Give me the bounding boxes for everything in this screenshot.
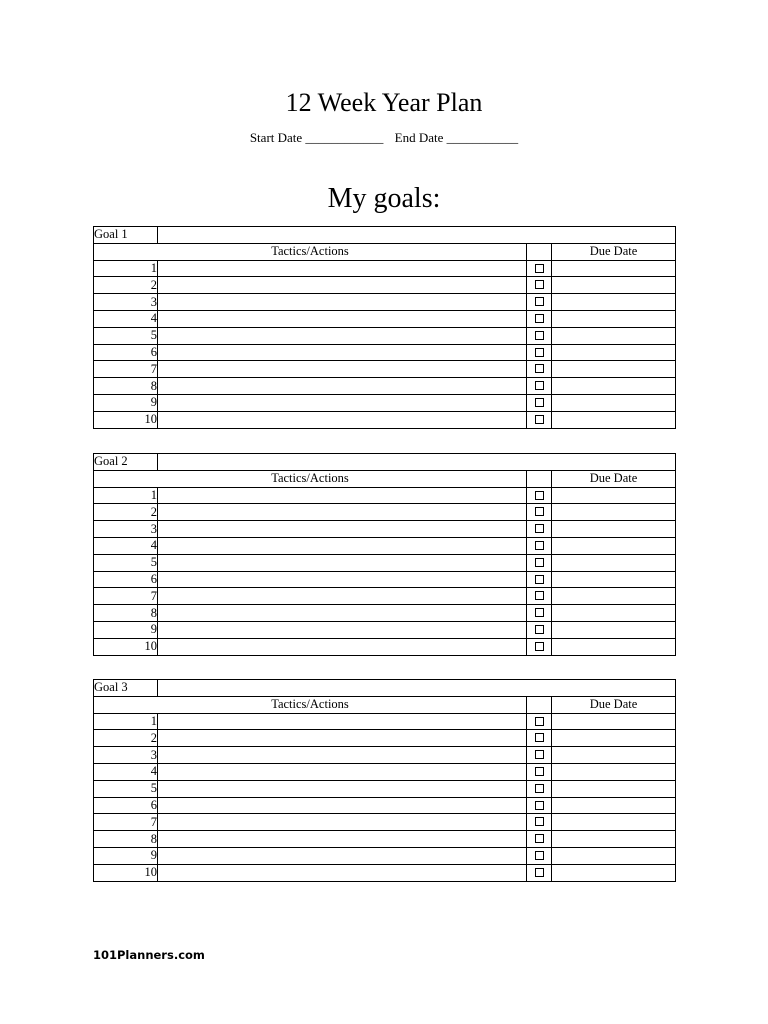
empty-checkbox-icon[interactable] xyxy=(535,625,544,634)
tactic-field[interactable] xyxy=(158,831,527,848)
column-header-row xyxy=(94,470,676,487)
empty-checkbox-icon[interactable] xyxy=(535,608,544,617)
goal-header-row xyxy=(94,454,676,471)
row-number: 5 xyxy=(94,327,158,344)
due-date-field[interactable] xyxy=(552,814,676,831)
due-date-field[interactable] xyxy=(552,638,676,655)
due-date-field[interactable] xyxy=(552,763,676,780)
checkbox-cell xyxy=(527,638,552,655)
tactic-field[interactable] xyxy=(158,294,527,311)
row-number: 10 xyxy=(94,638,158,655)
row-number: 5 xyxy=(94,554,158,571)
tactic-field[interactable] xyxy=(158,487,527,504)
check-header xyxy=(527,696,552,713)
tactic-field[interactable] xyxy=(158,588,527,605)
table-row xyxy=(94,747,676,764)
due-date-field[interactable] xyxy=(552,797,676,814)
row-number: 6 xyxy=(94,571,158,588)
tactic-field[interactable] xyxy=(158,394,527,411)
table-row xyxy=(94,554,676,571)
date-line xyxy=(0,130,768,146)
table-row xyxy=(94,394,676,411)
tactic-field[interactable] xyxy=(158,814,527,831)
empty-checkbox-icon[interactable] xyxy=(535,297,544,306)
due-date-field[interactable] xyxy=(552,780,676,797)
empty-checkbox-icon[interactable] xyxy=(535,264,544,273)
table-row xyxy=(94,588,676,605)
empty-checkbox-icon[interactable] xyxy=(535,415,544,424)
tactic-field[interactable] xyxy=(158,378,527,395)
empty-checkbox-icon[interactable] xyxy=(535,817,544,826)
checkbox-cell xyxy=(527,713,552,730)
empty-checkbox-icon[interactable] xyxy=(535,717,544,726)
checkbox-cell xyxy=(527,554,552,571)
empty-checkbox-icon[interactable] xyxy=(535,280,544,289)
tactic-field[interactable] xyxy=(158,504,527,521)
checkbox-cell xyxy=(527,588,552,605)
row-number: 1 xyxy=(94,713,158,730)
table-row xyxy=(94,487,676,504)
row-number: 6 xyxy=(94,797,158,814)
checkbox-cell xyxy=(527,378,552,395)
row-number: 6 xyxy=(94,344,158,361)
table-row xyxy=(94,814,676,831)
tactic-field[interactable] xyxy=(158,864,527,881)
empty-checkbox-icon[interactable] xyxy=(535,524,544,533)
table-row xyxy=(94,260,676,277)
checkbox-cell xyxy=(527,294,552,311)
checkbox-cell xyxy=(527,537,552,554)
due-date-field[interactable] xyxy=(552,847,676,864)
checkbox-cell xyxy=(527,814,552,831)
table-row xyxy=(94,378,676,395)
due-date-header: Due Date xyxy=(552,470,676,487)
goal-label: Goal 3 xyxy=(94,680,158,697)
table-row xyxy=(94,713,676,730)
goal-description-field[interactable] xyxy=(158,680,676,697)
row-number: 4 xyxy=(94,763,158,780)
checkbox-cell xyxy=(527,327,552,344)
row-number: 2 xyxy=(94,277,158,294)
due-date-field[interactable] xyxy=(552,831,676,848)
checkbox-cell xyxy=(527,361,552,378)
tactics-header: Tactics/Actions xyxy=(94,470,527,487)
empty-checkbox-icon[interactable] xyxy=(535,348,544,357)
table-row xyxy=(94,521,676,538)
tactic-field[interactable] xyxy=(158,713,527,730)
tactic-field[interactable] xyxy=(158,310,527,327)
tactic-field[interactable] xyxy=(158,277,527,294)
tactic-field[interactable] xyxy=(158,361,527,378)
due-date-field[interactable] xyxy=(552,713,676,730)
tactic-field[interactable] xyxy=(158,847,527,864)
column-header-row xyxy=(94,243,676,260)
goal-label: Goal 2 xyxy=(94,454,158,471)
due-date-field[interactable] xyxy=(552,378,676,395)
empty-checkbox-icon[interactable] xyxy=(535,558,544,567)
row-number: 3 xyxy=(94,294,158,311)
checkbox-cell xyxy=(527,411,552,428)
due-date-field[interactable] xyxy=(552,327,676,344)
checkbox-cell xyxy=(527,521,552,538)
due-date-field[interactable] xyxy=(552,605,676,622)
row-number: 8 xyxy=(94,605,158,622)
row-number: 9 xyxy=(94,847,158,864)
due-date-field[interactable] xyxy=(552,487,676,504)
empty-checkbox-icon[interactable] xyxy=(535,381,544,390)
table-row xyxy=(94,730,676,747)
row-number: 7 xyxy=(94,814,158,831)
end-date-blank: ___________ xyxy=(446,130,519,145)
empty-checkbox-icon[interactable] xyxy=(535,541,544,550)
row-number: 9 xyxy=(94,394,158,411)
empty-checkbox-icon[interactable] xyxy=(535,314,544,323)
due-date-field[interactable] xyxy=(552,571,676,588)
checkbox-cell xyxy=(527,864,552,881)
tactic-field[interactable] xyxy=(158,554,527,571)
due-date-field[interactable] xyxy=(552,394,676,411)
row-number: 10 xyxy=(94,411,158,428)
empty-checkbox-icon[interactable] xyxy=(535,851,544,860)
due-date-field[interactable] xyxy=(552,554,676,571)
empty-checkbox-icon[interactable] xyxy=(535,642,544,651)
row-number: 7 xyxy=(94,361,158,378)
table-row xyxy=(94,605,676,622)
row-number: 3 xyxy=(94,521,158,538)
goal-table-2 xyxy=(93,453,676,656)
checkbox-cell xyxy=(527,780,552,797)
goal-header-row xyxy=(94,227,676,244)
start-date-label: Start Date xyxy=(249,130,303,145)
goal-header-row xyxy=(94,680,676,697)
empty-checkbox-icon[interactable] xyxy=(535,801,544,810)
tactic-field[interactable] xyxy=(158,638,527,655)
checkbox-cell xyxy=(527,487,552,504)
row-number: 7 xyxy=(94,588,158,605)
tactic-field[interactable] xyxy=(158,797,527,814)
table-row xyxy=(94,411,676,428)
row-number: 2 xyxy=(94,730,158,747)
empty-checkbox-icon[interactable] xyxy=(535,784,544,793)
due-date-field[interactable] xyxy=(552,344,676,361)
table-row xyxy=(94,864,676,881)
due-date-field[interactable] xyxy=(552,310,676,327)
checkbox-cell xyxy=(527,605,552,622)
section-title: My goals: xyxy=(327,183,441,214)
check-header xyxy=(527,243,552,260)
footer-brand: 101Planners.com xyxy=(93,948,205,962)
checkbox-cell xyxy=(527,847,552,864)
row-number: 9 xyxy=(94,621,158,638)
checkbox-cell xyxy=(527,763,552,780)
goal-table-1 xyxy=(93,226,676,429)
empty-checkbox-icon[interactable] xyxy=(535,575,544,584)
checkbox-cell xyxy=(527,310,552,327)
table-row xyxy=(94,831,676,848)
tactics-header: Tactics/Actions xyxy=(94,243,527,260)
checkbox-cell xyxy=(527,571,552,588)
tactic-field[interactable] xyxy=(158,344,527,361)
checkbox-cell xyxy=(527,344,552,361)
row-number: 4 xyxy=(94,310,158,327)
empty-checkbox-icon[interactable] xyxy=(535,398,544,407)
row-number: 8 xyxy=(94,831,158,848)
tactic-field[interactable] xyxy=(158,763,527,780)
due-date-field[interactable] xyxy=(552,537,676,554)
empty-checkbox-icon[interactable] xyxy=(535,591,544,600)
checkbox-cell xyxy=(527,730,552,747)
checkbox-cell xyxy=(527,504,552,521)
goal-table-3 xyxy=(93,679,676,882)
due-date-field[interactable] xyxy=(552,521,676,538)
due-date-field[interactable] xyxy=(552,864,676,881)
due-date-field[interactable] xyxy=(552,504,676,521)
row-number: 10 xyxy=(94,864,158,881)
due-date-field[interactable] xyxy=(552,361,676,378)
tactic-field[interactable] xyxy=(158,605,527,622)
tactics-header: Tactics/Actions xyxy=(94,696,527,713)
goal-label: Goal 1 xyxy=(94,227,158,244)
empty-checkbox-icon[interactable] xyxy=(535,750,544,759)
row-number: 3 xyxy=(94,747,158,764)
row-number: 1 xyxy=(94,487,158,504)
tactic-field[interactable] xyxy=(158,411,527,428)
due-date-field[interactable] xyxy=(552,621,676,638)
tactic-field[interactable] xyxy=(158,537,527,554)
due-date-header: Due Date xyxy=(552,696,676,713)
tactic-field[interactable] xyxy=(158,521,527,538)
checkbox-cell xyxy=(527,277,552,294)
due-date-field[interactable] xyxy=(552,277,676,294)
empty-checkbox-icon[interactable] xyxy=(535,868,544,877)
table-row xyxy=(94,763,676,780)
table-row xyxy=(94,847,676,864)
table-row xyxy=(94,638,676,655)
table-row xyxy=(94,571,676,588)
tactic-field[interactable] xyxy=(158,780,527,797)
goal-description-field[interactable] xyxy=(158,227,676,244)
empty-checkbox-icon[interactable] xyxy=(535,767,544,776)
table-row xyxy=(94,344,676,361)
row-number: 5 xyxy=(94,780,158,797)
checkbox-cell xyxy=(527,797,552,814)
checkbox-cell xyxy=(527,621,552,638)
row-number: 1 xyxy=(94,260,158,277)
start-date-blank: ____________ xyxy=(305,130,384,145)
row-number: 4 xyxy=(94,537,158,554)
page-title: 12 Week Year Plan xyxy=(285,88,483,117)
empty-checkbox-icon[interactable] xyxy=(535,491,544,500)
column-header-row xyxy=(94,696,676,713)
due-date-field[interactable] xyxy=(552,260,676,277)
checkbox-cell xyxy=(527,394,552,411)
table-row xyxy=(94,780,676,797)
tactic-field[interactable] xyxy=(158,260,527,277)
table-row xyxy=(94,797,676,814)
due-date-field[interactable] xyxy=(552,294,676,311)
checkbox-cell xyxy=(527,260,552,277)
check-header xyxy=(527,470,552,487)
end-date-label: End Date xyxy=(394,130,444,145)
checkbox-cell xyxy=(527,831,552,848)
empty-checkbox-icon[interactable] xyxy=(535,733,544,742)
table-row xyxy=(94,310,676,327)
empty-checkbox-icon[interactable] xyxy=(535,331,544,340)
table-row xyxy=(94,537,676,554)
tactic-field[interactable] xyxy=(158,730,527,747)
tactic-field[interactable] xyxy=(158,327,527,344)
empty-checkbox-icon[interactable] xyxy=(535,364,544,373)
tactic-field[interactable] xyxy=(158,621,527,638)
row-number: 8 xyxy=(94,378,158,395)
empty-checkbox-icon[interactable] xyxy=(535,834,544,843)
empty-checkbox-icon[interactable] xyxy=(535,507,544,516)
table-row xyxy=(94,327,676,344)
due-date-field[interactable] xyxy=(552,747,676,764)
due-date-field[interactable] xyxy=(552,411,676,428)
due-date-field[interactable] xyxy=(552,588,676,605)
table-row xyxy=(94,621,676,638)
due-date-header: Due Date xyxy=(552,243,676,260)
goal-description-field[interactable] xyxy=(158,454,676,471)
table-row xyxy=(94,294,676,311)
tactic-field[interactable] xyxy=(158,747,527,764)
table-row xyxy=(94,277,676,294)
due-date-field[interactable] xyxy=(552,730,676,747)
table-row xyxy=(94,361,676,378)
tactic-field[interactable] xyxy=(158,571,527,588)
checkbox-cell xyxy=(527,747,552,764)
table-row xyxy=(94,504,676,521)
row-number: 2 xyxy=(94,504,158,521)
